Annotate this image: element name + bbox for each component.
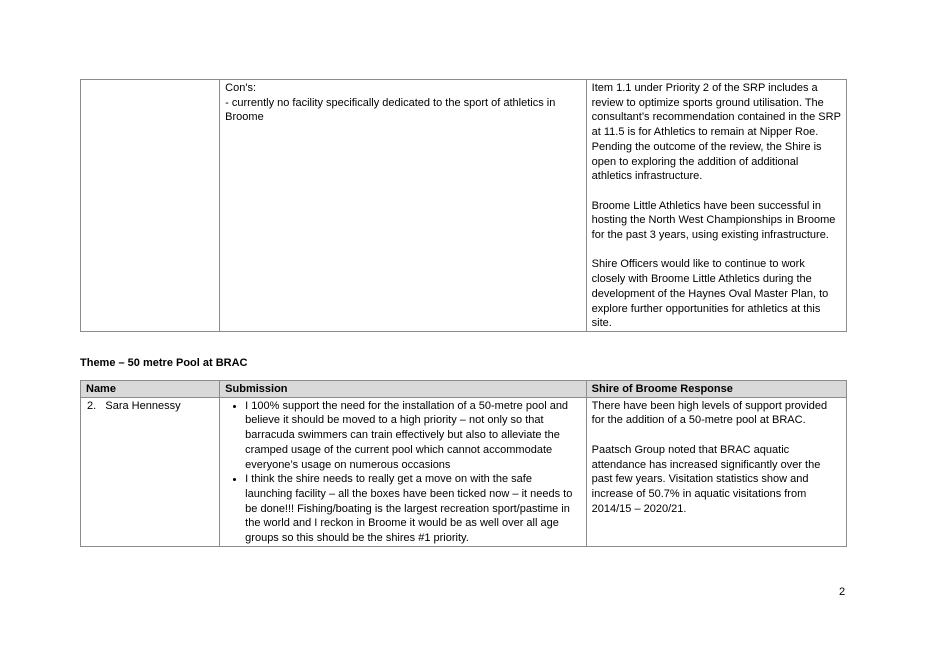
name-cell (81, 397, 220, 546)
response-paragraph: Shire Officers would like to continue to work closely with Broome Little Athletics during the development of the Haynes Oval Master Plan, to explore further opportunities for athletics at this site. (591, 258, 829, 330)
table-row (81, 397, 847, 546)
section-heading: Theme – 50 metre Pool at BRAC (80, 357, 248, 369)
cons-text: - currently no facility specifically dedicated to the sport of athletics in Broome (225, 96, 556, 124)
table-row (81, 80, 847, 332)
response-paragraph: Item 1.1 under Priority 2 of the SRP includes a review to optimize sports ground utilisation. The consultant’s recommendation contained in the SRP at 11.5 is for Athletics to remain at Nipper Roe. Pending the outcome of the review, the Shire is open to exploring the addition of additional athletics infrastructure. (591, 82, 841, 183)
response-cell (586, 80, 846, 332)
submission-cell (220, 80, 586, 332)
continued-submissions-table (80, 79, 847, 332)
cons-heading: Con's: (225, 82, 257, 94)
submitter-name: Sara Hennessy (105, 399, 181, 412)
name-header: Name (81, 381, 220, 398)
response-paragraph: Broome Little Athletics have been successful in hosting the North West Championships in Broome for the past 3 years, using existing infrastructure. (591, 199, 836, 242)
name-cell (81, 80, 220, 332)
table-header-row (81, 381, 847, 398)
page-number: 2 (839, 586, 846, 598)
submission-list (225, 399, 580, 546)
submission-point: • I think the shire needs to really get a move on with the safe launching facility – all the boxes have been ticked now – it needs to be done!!! Fishing/boating is the largest recreation sport/pastime in the world and I reckon in Broome it would be as well over all age groups so this should be the shires #1 priority. (245, 472, 580, 546)
response-paragraph: Paatsch Group noted that BRAC aquatic attendance has increased significantly over the past few years. Visitation statistics show and increase of 50.7% in aquatic visitations from 2014/15 – 2020/21. (591, 443, 821, 515)
response-cell (586, 397, 846, 546)
response-header: Shire of Broome Response (586, 381, 846, 398)
submission-header: Submission (220, 381, 586, 398)
pool-submissions-table (80, 380, 847, 547)
row-number: 2. (87, 399, 97, 412)
submission-point: • I 100% support the need for the installation of a 50-metre pool and believe it should be moved to a high priority – not only so that barracuda swimmers can train effectively but also to alleviate the cramped usage of the current pool which cannot accommodate everyone’s usage on numerous occasions (245, 399, 580, 473)
submission-cell (220, 397, 586, 546)
response-paragraph: There have been high levels of support provided for the addition of a 50-metre pool at BRAC. (591, 399, 828, 427)
